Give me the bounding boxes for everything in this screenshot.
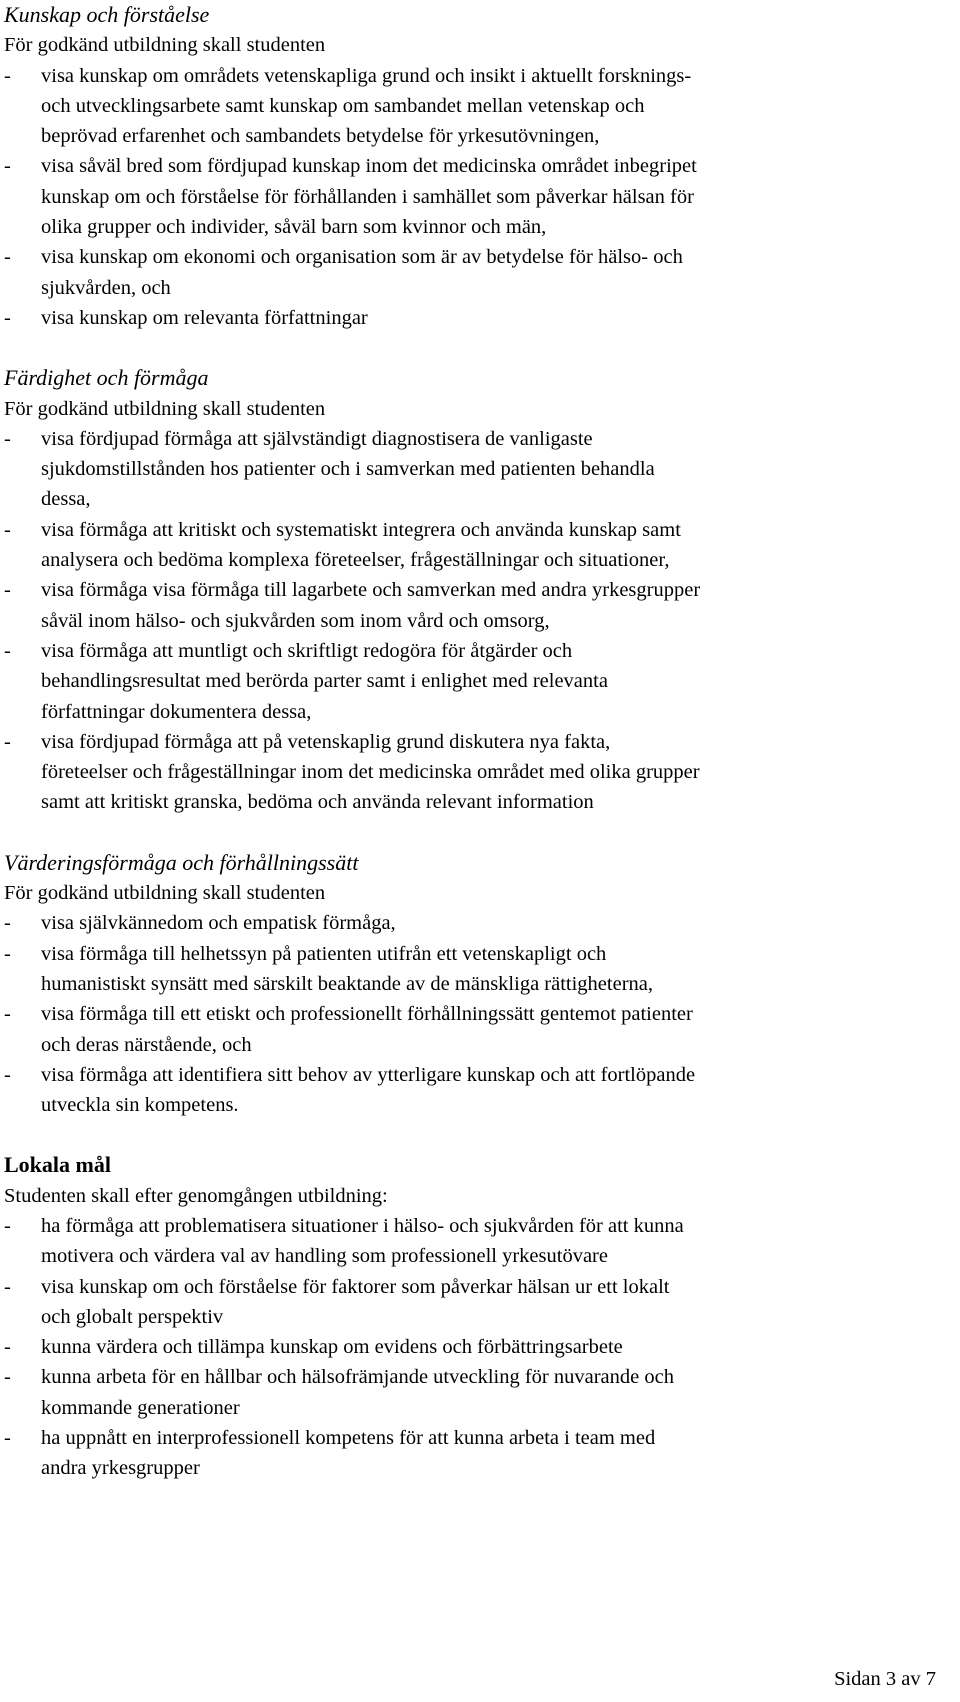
section — [4, 1150, 954, 1483]
list-item-text: kommande generationer — [41, 1396, 240, 1419]
bullet-dash — [4, 121, 41, 151]
list-item-text: kunna arbeta för en hållbar och hälsofrämjande utveckling för nuvarande och — [41, 1366, 674, 1389]
bullet-dash — [4, 1453, 41, 1483]
document-page — [4, 0, 954, 1484]
list-item-text: analysera och bedöma komplexa företeelser, frågeställningar och situationer, — [41, 549, 670, 572]
list-item-line — [4, 454, 954, 484]
list-item-text: visa förmåga att muntligt och skriftligt redogöra för åtgärder och — [41, 639, 573, 662]
section — [4, 848, 954, 1121]
bullet-dash: - — [4, 64, 11, 87]
list-item-text: visa kunskap om områdets vetenskapliga grund och insikt i aktuellt forsknings- — [41, 64, 692, 87]
list-item-text: visa självkännedom och empatisk förmåga, — [41, 912, 396, 935]
list-item-text: och globalt perspektiv — [41, 1305, 224, 1328]
bullet-dash — [4, 697, 41, 727]
list-item-text: visa fördjupad förmåga att på vetenskaplig grund diskutera nya fakta, — [41, 730, 611, 753]
list-item-line — [4, 908, 954, 938]
list-item-text: samt att kritiskt granska, bedöma och använda relevant information — [41, 791, 594, 814]
bullet-dash — [4, 484, 41, 514]
bullet-dash: - — [4, 1366, 11, 1389]
list-item-line — [4, 484, 954, 514]
bullet-dash: - — [4, 912, 11, 935]
list-item-text: visa fördjupad förmåga att självständigt diagnostisera de vanligaste — [41, 427, 593, 450]
list-item-line — [4, 1090, 954, 1120]
bullet-dash: - — [4, 730, 11, 753]
bullet-dash: - — [4, 942, 11, 965]
list-item-line — [4, 61, 954, 91]
bullet-dash — [4, 1030, 41, 1060]
section — [4, 363, 954, 817]
list-item-line — [4, 212, 954, 242]
list-item-line — [4, 1060, 954, 1090]
bullet-dash — [4, 1241, 41, 1271]
bullet-dash — [4, 757, 41, 787]
list-item-text: visa förmåga till helhetssyn på patienten utifrån ett vetenskapligt och — [41, 942, 607, 965]
list-item-line — [4, 1272, 954, 1302]
page-number: Sidan 3 av 7 — [834, 1668, 936, 1690]
list-item-line — [4, 303, 954, 333]
section-intro: För godkänd utbildning skall studenten — [4, 34, 326, 57]
list-item-text: behandlingsresultat med berörda parter samt i enlighet med relevanta — [41, 670, 608, 693]
bullet-dash — [4, 787, 41, 817]
list-item-line — [4, 515, 954, 545]
list-item-text: och utvecklingsarbete samt kunskap om sambandet mellan vetenskap och — [41, 94, 645, 117]
bullet-dash: - — [4, 427, 11, 450]
list-item-text: visa såväl bred som fördjupad kunskap inom det medicinska området inbegripet — [41, 155, 697, 178]
list-item-line — [4, 666, 954, 696]
list-item-text: kunskap om och förståelse för förhållanden i samhället som påverkar hälsan för — [41, 185, 694, 208]
list-item-text: och deras närstående, och — [41, 1033, 252, 1056]
bullet-dash — [4, 606, 41, 636]
list-item-line — [4, 757, 954, 787]
bullet-dash: - — [4, 1427, 11, 1450]
bullet-dash: - — [4, 1336, 11, 1359]
list-item-text: beprövad erfarenhet och sambandets betydelse för yrkesutövningen, — [41, 125, 600, 148]
section-heading: Värderingsförmåga och förhållningssätt — [4, 849, 359, 875]
list-item-text: ha förmåga att problematisera situationer i hälso- och sjukvården för att kunna — [41, 1214, 684, 1237]
list-item-line — [4, 727, 954, 757]
list-item-line — [4, 1030, 954, 1060]
list-item-text: sjukdomstillstånden hos patienter och i samverkan med patienten behandla — [41, 458, 655, 481]
list-item-line — [4, 151, 954, 181]
list-item-line — [4, 1393, 954, 1423]
list-item-text: olika grupper och individer, såväl barn som kvinnor och män, — [41, 216, 547, 239]
list-item-line — [4, 969, 954, 999]
list-item-line — [4, 1241, 954, 1271]
list-item-text: visa förmåga att identifiera sitt behov av ytterligare kunskap och att fortlöpande — [41, 1063, 696, 1086]
section-intro: För godkänd utbildning skall studenten — [4, 882, 326, 905]
list-item-line — [4, 939, 954, 969]
section-heading: Lokala mål — [4, 1152, 111, 1178]
bullet-dash: - — [4, 1275, 11, 1298]
list-item-line — [4, 1453, 954, 1483]
list-item-line — [4, 1362, 954, 1392]
list-item-line — [4, 1332, 954, 1362]
bullet-dash: - — [4, 1063, 11, 1086]
list-item-text: visa förmåga till ett etiskt och professionellt förhållningssätt gentemot patienter — [41, 1003, 693, 1026]
list-item-text: såväl inom hälso- och sjukvården som inom vård och omsorg, — [41, 609, 550, 632]
bullet-dash: - — [4, 518, 11, 541]
section-spacer — [4, 1120, 954, 1150]
list-item-line — [4, 242, 954, 272]
list-item-line — [4, 606, 954, 636]
bullet-dash — [4, 1090, 41, 1120]
list-item-line — [4, 545, 954, 575]
section-spacer — [4, 818, 954, 848]
bullet-dash: - — [4, 1214, 11, 1237]
list-item-text: visa förmåga att kritiskt och systematiskt integrera och använda kunskap samt — [41, 518, 681, 541]
list-item-line — [4, 1423, 954, 1453]
section-heading: Kunskap och förståelse — [4, 2, 210, 27]
bullet-dash: - — [4, 246, 11, 269]
list-item-line — [4, 999, 954, 1029]
bullet-dash: - — [4, 306, 11, 329]
bullet-dash — [4, 545, 41, 575]
list-item-line — [4, 636, 954, 666]
list-item-line — [4, 697, 954, 727]
list-item-text: ha uppnått en interprofessionell kompetens för att kunna arbeta i team med — [41, 1427, 656, 1450]
section-spacer — [4, 333, 954, 363]
section — [4, 0, 954, 333]
bullet-dash — [4, 1393, 41, 1423]
bullet-dash: - — [4, 1003, 11, 1026]
list-item-text: andra yrkesgrupper — [41, 1457, 200, 1480]
list-item-line — [4, 91, 954, 121]
list-item-text: dessa, — [41, 488, 91, 511]
section-intro: Studenten skall efter genomgången utbildning: — [4, 1184, 388, 1207]
list-item-text: sjukvården, och — [41, 276, 171, 299]
section-heading: Färdighet och förmåga — [4, 365, 209, 391]
list-item-text: författningar dokumentera dessa, — [41, 700, 312, 723]
list-item-text: visa kunskap om relevanta författningar — [41, 306, 368, 329]
list-item-text: motivera och värdera val av handling som professionell yrkesutövare — [41, 1245, 608, 1268]
list-item-line — [4, 1211, 954, 1241]
list-item-text: visa kunskap om ekonomi och organisation som är av betydelse för hälso- och — [41, 246, 683, 269]
list-item-line — [4, 182, 954, 212]
bullet-dash: - — [4, 155, 11, 178]
list-item-text: utveckla sin kompetens. — [41, 1094, 239, 1117]
bullet-dash: - — [4, 579, 11, 602]
list-item-line — [4, 273, 954, 303]
bullet-dash — [4, 1302, 41, 1332]
bullet-dash — [4, 454, 41, 484]
list-item-text: företeelser och frågeställningar inom det medicinska området med olika grupper — [41, 761, 700, 784]
list-item-text: humanistiskt synsätt med särskilt beaktande av de mänskliga rättigheterna, — [41, 972, 653, 995]
bullet-dash: - — [4, 639, 11, 662]
list-item-line — [4, 787, 954, 817]
bullet-dash — [4, 969, 41, 999]
bullet-dash — [4, 182, 41, 212]
list-item-line — [4, 121, 954, 151]
list-item-line — [4, 575, 954, 605]
list-item-line — [4, 424, 954, 454]
list-item-text: kunna värdera och tillämpa kunskap om evidens och förbättringsarbete — [41, 1336, 623, 1359]
bullet-dash — [4, 91, 41, 121]
bullet-dash — [4, 666, 41, 696]
bullet-dash — [4, 273, 41, 303]
bullet-dash — [4, 212, 41, 242]
list-item-text: visa förmåga visa förmåga till lagarbete och samverkan med andra yrkesgrupper — [41, 579, 701, 602]
list-item-text: visa kunskap om och förståelse för faktorer som påverkar hälsan ur ett lokalt — [41, 1275, 670, 1298]
section-intro: För godkänd utbildning skall studenten — [4, 397, 326, 420]
list-item-line — [4, 1302, 954, 1332]
